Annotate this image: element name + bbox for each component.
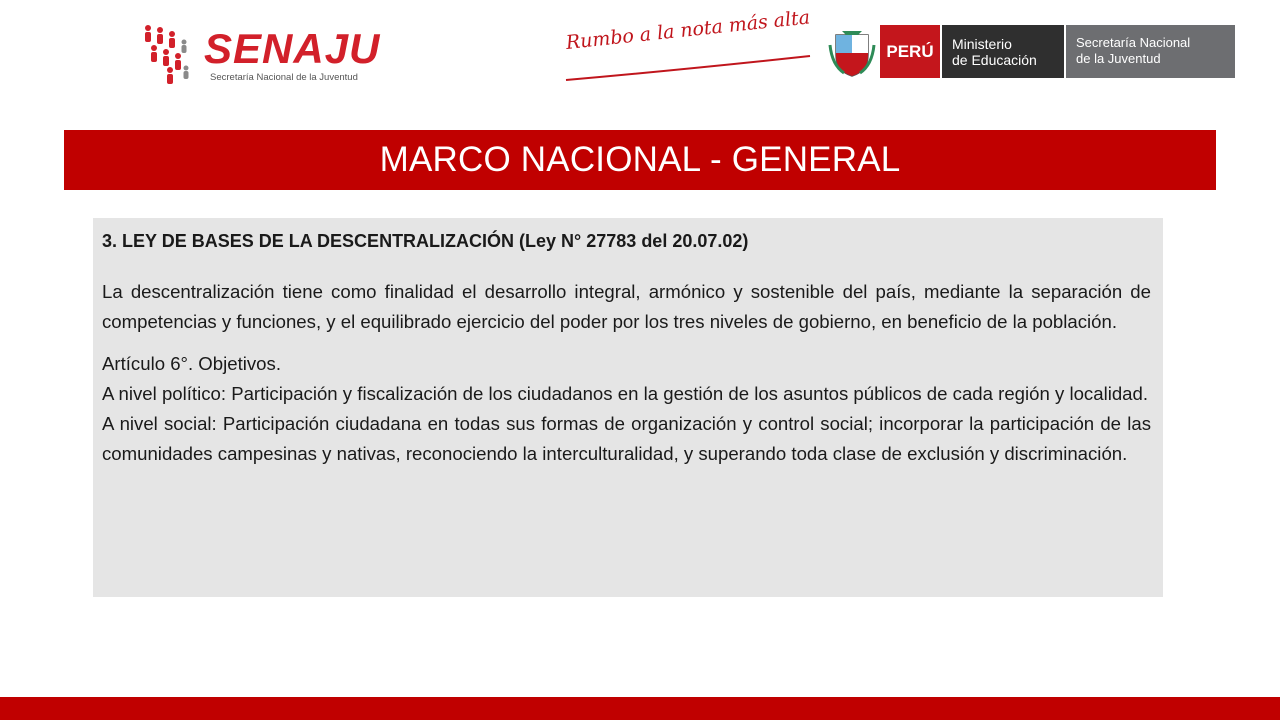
secretariat-line-1: Secretaría Nacional <box>1076 35 1191 50</box>
secretariat-label <box>1066 25 1235 78</box>
political-objective: A nivel político: Participación y fiscalización de los ciudadanos en la gestión de los asuntos públicos de cada región y localidad. <box>102 383 1149 404</box>
slogan <box>560 6 820 84</box>
coat-of-arms-icon <box>828 25 876 78</box>
footer-bar <box>0 697 1280 720</box>
social-objective: A nivel social: Participación ciudadana en todas sus formas de organización y control social; incorporar la participación de las comunidades campesinas y nativas, reconociendo la interculturalidad, y superando toda clase de exclusión y discriminación. <box>102 413 1151 464</box>
swoosh-icon <box>560 46 820 86</box>
ministry-line-1: Ministerio <box>952 36 1012 52</box>
secretariat-line-2: de la Juventud <box>1076 51 1161 66</box>
slide-title: MARCO NACIONAL - GENERAL <box>379 140 901 179</box>
title-bar <box>64 130 1216 190</box>
content-box <box>93 218 1163 597</box>
government-brand <box>828 25 1236 78</box>
ministry-line-2: de Educación <box>952 52 1037 68</box>
intro-paragraph: La descentralización tiene como finalidad el desarrollo integral, armónico y sostenible del país, mediante la separación de competencias y funciones, y el equilibrado ejercicio del poder por los tres niveles de gobierno, en beneficio de la población. <box>102 281 1151 332</box>
peru-text: PERÚ <box>886 41 934 61</box>
senaju-subtitle: Secretaría Nacional de la Juventud <box>210 72 358 83</box>
senaju-logo <box>140 20 380 90</box>
slogan-text: Rumbo a la nota más alta <box>564 6 812 54</box>
people-figures-icon <box>140 20 202 86</box>
peru-label <box>880 25 940 78</box>
law-heading: 3. LEY DE BASES DE LA DESCENTRALIZACIÓN (Ley N° 27783 del 20.07.02) <box>102 231 749 251</box>
ministry-label <box>942 25 1064 78</box>
senaju-wordmark: SENAJU <box>204 25 381 72</box>
article-title: Artículo 6°. Objetivos. <box>102 353 281 374</box>
